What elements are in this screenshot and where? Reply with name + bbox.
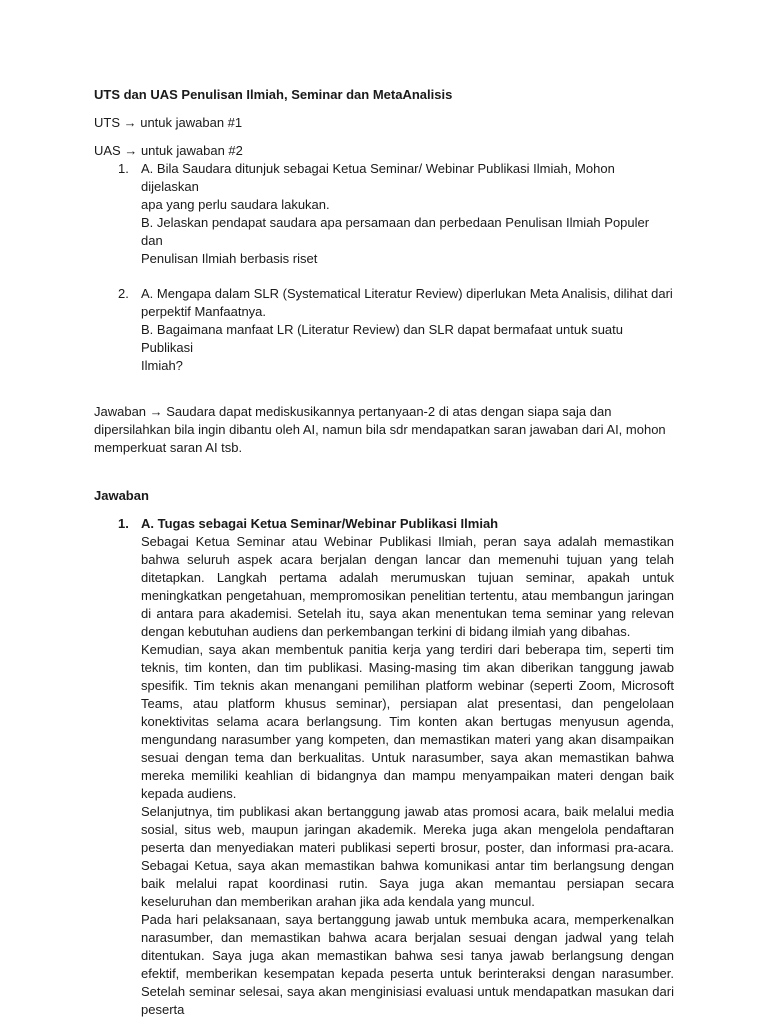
question-line: A. Mengapa dalam SLR (Systematical Literatur Review) diperlukan Meta Analisis, dilihat dari xyxy=(141,286,673,301)
question-item xyxy=(94,160,674,268)
question-line: perpektif Manfaatnya. xyxy=(141,304,267,319)
instruction-line: Jawaban → Saudara dapat mediskusikannya pertanyaan-2 di atas dengan siapa saja dan xyxy=(94,404,612,419)
question-line: B. Jelaskan pendapat saudara apa persamaan dan perbedaan Penulisan Ilmiah Populer dan xyxy=(141,215,650,248)
answer-paragraph: Selanjutnya, tim publikasi akan bertanggung jawab atas promosi acara, baik melalui media sosial, situs web, maupun jaringan akademik. Mereka juga akan mengelola pendaftaran peserta dan menyediakan materi publikasi seperti brosur, poster, dan informasi pra-acara. Sebagai Ketua, saya akan memastikan bahwa komunikasi antar tim berlangsung dengan baik melalui rapat koordinasi rutin. Saya juga akan memantau persiapan secara keseluruhan dan memberikan arahan jika ada kendala yang muncul. xyxy=(141,804,674,909)
question-line: B. Bagaimana manfaat LR (Literatur Review) dan SLR dapat bermafaat untuk suatu Publikasi xyxy=(141,322,623,355)
uts-line: UTS → untuk jawaban #1 xyxy=(94,115,243,130)
answer-label: Jawaban xyxy=(94,488,149,503)
question-list xyxy=(94,160,674,375)
instruction-line: memperkuat saran AI tsb. xyxy=(94,440,243,455)
uas-line: UAS → untuk jawaban #2 xyxy=(94,143,243,158)
answer-paragraph: Kemudian, saya akan membentuk panitia kerja yang terdiri dari beberapa tim, seperti tim teknis, tim konten, dan tim publikasi. Masing-masing tim akan diberikan tanggung jawab spesifik. Tim teknis akan menangani pemilihan platform webinar (seperti Zoom, Microsoft Teams, atau platform khusus seminar), persiapan alat presentasi, dan pengelolaan konektivitas selama acara berlangsung. Tim konten akan bertugas menyusun agenda, mengundang narasumber yang kompeten, dan memastikan materi yang akan disampaikan sesuai dengan tema dan berkualitas. Untuk narasumber, saya akan memastikan bahwa mereka memiliki keahlian di bidangnya dan mampu menyampaikan materi dengan baik kepada audiens. xyxy=(141,642,674,801)
answer-heading: A. Tugas sebagai Ketua Seminar/Webinar Publikasi Ilmiah xyxy=(141,516,499,531)
question-line: Ilmiah? xyxy=(141,358,183,373)
question-item xyxy=(94,285,674,375)
question-line: apa yang perlu saudara lakukan. xyxy=(141,197,330,212)
answer-item xyxy=(94,515,674,1019)
answer-number: 1. xyxy=(118,516,129,531)
question-number: 1. xyxy=(118,161,129,176)
instruction-line: dipersilahkan bila ingin dibantu oleh AI, namun bila sdr mendapatkan saran jawaban dari AI, mohon xyxy=(94,422,666,437)
answer-paragraph: Pada hari pelaksanaan, saya bertanggung jawab untuk membuka acara, memperkenalkan narasumber, dan memastikan bahwa acara berjalan sesuai dengan jadwal yang telah ditentukan. Saya juga akan memastikan bahwa sesi tanya jawab berlangsung dengan efektif, memberikan kesempatan kepada peserta untuk berinteraksi dengan narasumber. Setelah seminar selesai, saya akan menginisiasi evaluasi untuk mendapatkan masukan dari peserta xyxy=(141,912,674,1017)
question-line: Penulisan Ilmiah berbasis riset xyxy=(141,251,318,266)
answer-paragraph: Sebagai Ketua Seminar atau Webinar Publikasi Ilmiah, peran saya adalah memastikan bahwa seluruh aspek acara berjalan dengan lancar dan memenuhi tujuan yang telah ditetapkan. Langkah pertama adalah merumuskan tujuan seminar, apakah untuk meningkatkan pengetahuan, mempromosikan penelitian tertentu, atau membangun jaringan di antara para akademisi. Setelah itu, saya akan menentukan tema seminar yang relevan dengan kebutuhan audiens dan perkembangan terkini di bidang ilmiah yang dibahas. xyxy=(141,534,674,639)
instruction-paragraph xyxy=(94,403,674,457)
question-number: 2. xyxy=(118,286,129,301)
question-line: A. Bila Saudara ditunjuk sebagai Ketua Seminar/ Webinar Publikasi Ilmiah, Mohon dijelaskan xyxy=(141,161,615,194)
document-title: UTS dan UAS Penulisan Ilmiah, Seminar dan MetaAnalisis xyxy=(94,87,453,102)
